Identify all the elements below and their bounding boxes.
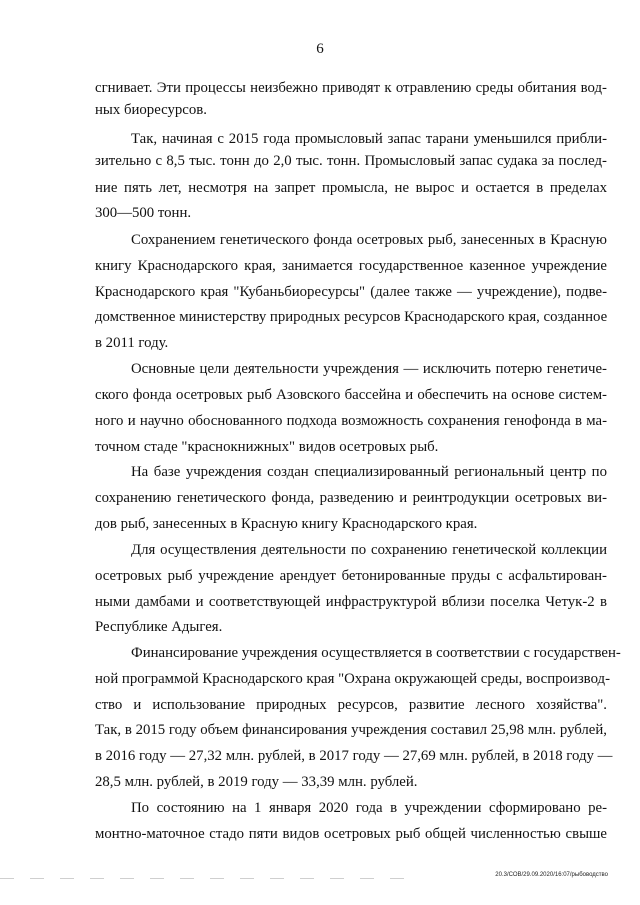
text-line: точном стаде "краснокнижных" видов осетровых рыб. — [95, 439, 439, 455]
text-line: Основные цели деятельности учреждения — исключить потерю генетиче- — [131, 361, 607, 377]
text-line: 28,5 млн. рублей, в 2019 году — 33,39 млн. рублей. — [95, 774, 418, 790]
text-line: монтно-маточное стадо пяти видов осетровых рыб общей численностью свыше — [95, 826, 607, 842]
footer-stamp: 20.3/СОВ/29.09.2020/16:07/рыбоводство — [495, 872, 608, 878]
text-line: ство и использование природных ресурсов, развитие лесного хозяйства". — [95, 697, 607, 713]
text-line: ного и научно обоснованного подхода возможность сохранения генофонда в ма- — [95, 413, 607, 429]
page-number: 6 — [316, 41, 324, 57]
text-line: Так, в 2015 году объем финансирования учреждения составил 25,98 млн. рублей, — [95, 722, 607, 738]
text-line: Так, начиная с 2015 года промысловый запас тарани уменьшился прибли- — [131, 131, 607, 147]
text-line: ние пять лет, несмотря на запрет промысла, не вырос и остается в пределах — [95, 180, 607, 196]
text-line: 300—500 тонн. — [95, 205, 192, 221]
text-line: Республике Адыгея. — [95, 619, 223, 635]
text-line: домственное министерству природных ресурсов Краснодарского края, созданное — [95, 309, 608, 325]
text-line: в 2016 году — 27,32 млн. рублей, в 2017 году — 27,69 млн. рублей, в 2018 году — — [95, 748, 613, 764]
text-line: ными дамбами и соответствующей инфраструктурой вблизи поселка Четук-2 в — [95, 594, 607, 610]
text-line: зительно с 8,5 тыс. тонн до 2,0 тыс. тонн. Промысловый запас судака за послед- — [95, 153, 607, 169]
text-line: Для осуществления деятельности по сохранению генетической коллекции — [131, 542, 607, 558]
text-line: На базе учреждения создан специализированный региональный центр по — [131, 464, 607, 480]
text-line: в 2011 году. — [95, 335, 169, 351]
scan-edge-artifact — [0, 878, 420, 879]
text-line: осетровых рыб учреждение арендует бетонированные пруды с асфальтирован- — [95, 568, 607, 584]
text-line: ных биоресурсов. — [95, 102, 207, 118]
text-line: Краснодарского края "Кубаньбиоресурсы" (далее также — учреждение), подве- — [95, 284, 607, 300]
text-line: По состоянию на 1 января 2020 года в учреждении сформировано ре- — [131, 800, 607, 816]
text-line: Финансирование учреждения осуществляется в соответствии с государствен- — [131, 645, 621, 661]
text-line: ной программой Краснодарского края "Охрана окружающей среды, воспроизвод- — [95, 671, 610, 687]
text-line: дов рыб, занесенных в Красную книгу Краснодарского края. — [95, 516, 478, 532]
text-line: сгнивает. Эти процессы неизбежно приводят к отравлению среды обитания вод- — [95, 80, 607, 96]
text-line: Сохранением генетического фонда осетровых рыб, занесенных в Красную — [131, 232, 607, 248]
text-line: ского фонда осетровых рыб Азовского бассейна и обеспечить на основе систем- — [95, 387, 607, 403]
text-line: книгу Краснодарского края, занимается государственное казенное учреждение — [95, 258, 607, 274]
text-line: сохранению генетического фонда, разведению и реинтродукции осетровых ви- — [95, 490, 607, 506]
